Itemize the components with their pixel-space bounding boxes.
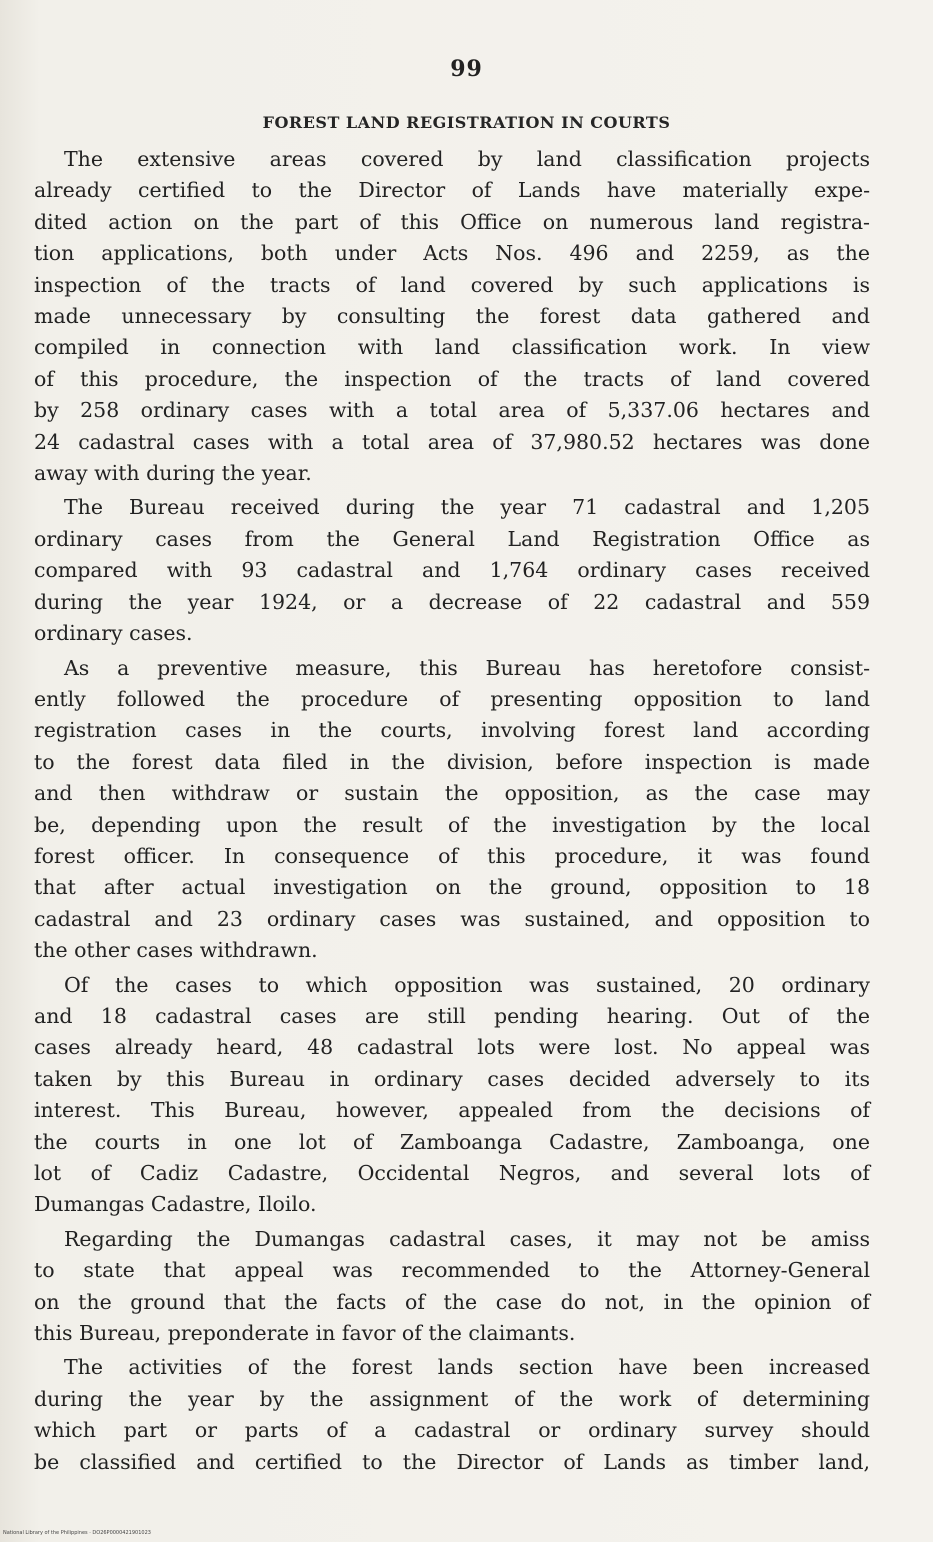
text-line: ordinary cases from the General Land Registration Office as bbox=[34, 526, 870, 551]
text-line: the other cases withdrawn. bbox=[34, 938, 318, 963]
text-line: that after actual investigation on the ground, opposition to 18 bbox=[34, 875, 870, 900]
page-number: 99 bbox=[450, 56, 483, 82]
text-line: lot of Cadiz Cadastre, Occidental Negros, and several lots of bbox=[34, 1161, 870, 1185]
text-line: and 18 cadastral cases are still pending hearing. Out of the bbox=[34, 1003, 870, 1028]
text-line: which part or parts of a cadastral or ordinary survey should bbox=[34, 1418, 870, 1443]
text-line: to state that appeal was recommended to the Attorney-General bbox=[34, 1258, 870, 1283]
text-line: tion applications, both under Acts Nos. 496 and 2259, as the bbox=[34, 241, 870, 266]
text-line: already certified to the Director of Lands have materially expe- bbox=[34, 178, 870, 203]
text-line: compiled in connection with land classification work. In view bbox=[34, 335, 870, 360]
text-line: be classified and certified to the Director of Lands as timber land, bbox=[34, 1449, 870, 1474]
text-line: during the year 1924, or a decrease of 22 cadastral and 559 bbox=[34, 589, 870, 614]
paragraph bbox=[34, 970, 870, 1221]
text-line: compared with 93 cadastral and 1,764 ordinary cases received bbox=[34, 558, 870, 583]
text-line: The Bureau received during the year 71 cadastral and 1,205 bbox=[64, 495, 870, 520]
paragraph bbox=[34, 653, 870, 967]
paragraph bbox=[34, 144, 870, 489]
text-line: Of the cases to which opposition was sustained, 20 ordinary bbox=[64, 972, 870, 997]
archive-footer: National Library of the Philippines · DO26P0000421901023 bbox=[3, 1530, 151, 1536]
text-line: be, depending upon the result of the investigation by the local bbox=[34, 812, 870, 837]
text-line: interest. This Bureau, however, appealed from the decisions of bbox=[34, 1098, 870, 1123]
text-line: during the year by the assignment of the work of determining bbox=[34, 1386, 870, 1411]
text-line: ordinary cases. bbox=[34, 621, 193, 646]
section-heading: FOREST LAND REGISTRATION IN COURTS bbox=[262, 113, 671, 132]
text-line: Dumangas Cadastre, Iloilo. bbox=[34, 1192, 317, 1217]
text-line: cases already heard, 48 cadastral lots were lost. No appeal was bbox=[34, 1035, 870, 1060]
text-line: of this procedure, the inspection of the tracts of land covered bbox=[34, 366, 870, 391]
text-line: The extensive areas covered by land classification projects bbox=[64, 147, 870, 171]
body-text bbox=[34, 144, 870, 1481]
text-line: ently followed the procedure of presenting opposition to land bbox=[34, 686, 870, 711]
paragraph bbox=[34, 1352, 870, 1478]
text-line: made unnecessary by consulting the forest data gathered and bbox=[34, 304, 870, 329]
text-line: to the forest data filed in the division, before inspection is made bbox=[34, 749, 870, 774]
paragraph bbox=[34, 492, 870, 649]
text-line: As a preventive measure, this Bureau has heretofore consist- bbox=[64, 655, 870, 680]
text-line: by 258 ordinary cases with a total area of 5,337.06 hectares and bbox=[34, 398, 870, 423]
text-line: this Bureau, preponderate in favor of the claimants. bbox=[34, 1321, 576, 1346]
text-line: inspection of the tracts of land covered by such applications is bbox=[34, 272, 870, 297]
text-line: forest officer. In consequence of this procedure, it was found bbox=[34, 843, 870, 868]
text-line: The activities of the forest lands section have been increased bbox=[64, 1355, 870, 1380]
paragraph bbox=[34, 1224, 870, 1350]
text-line: the courts in one lot of Zamboanga Cadastre, Zamboanga, one bbox=[34, 1129, 870, 1154]
text-line: registration cases in the courts, involving forest land according bbox=[34, 718, 870, 743]
text-line: dited action on the part of this Office on numerous land registra- bbox=[34, 209, 870, 234]
text-line: away with during the year. bbox=[34, 461, 312, 486]
text-line: Regarding the Dumangas cadastral cases, it may not be amiss bbox=[64, 1226, 870, 1251]
text-line: on the ground that the facts of the case do not, in the opinion of bbox=[34, 1289, 870, 1314]
text-line: and then withdraw or sustain the opposition, as the case may bbox=[34, 781, 870, 806]
text-line: 24 cadastral cases with a total area of 37,980.52 hectares was done bbox=[34, 429, 870, 454]
text-line: taken by this Bureau in ordinary cases decided adversely to its bbox=[34, 1066, 870, 1091]
text-line: cadastral and 23 ordinary cases was sustained, and opposition to bbox=[34, 906, 870, 931]
